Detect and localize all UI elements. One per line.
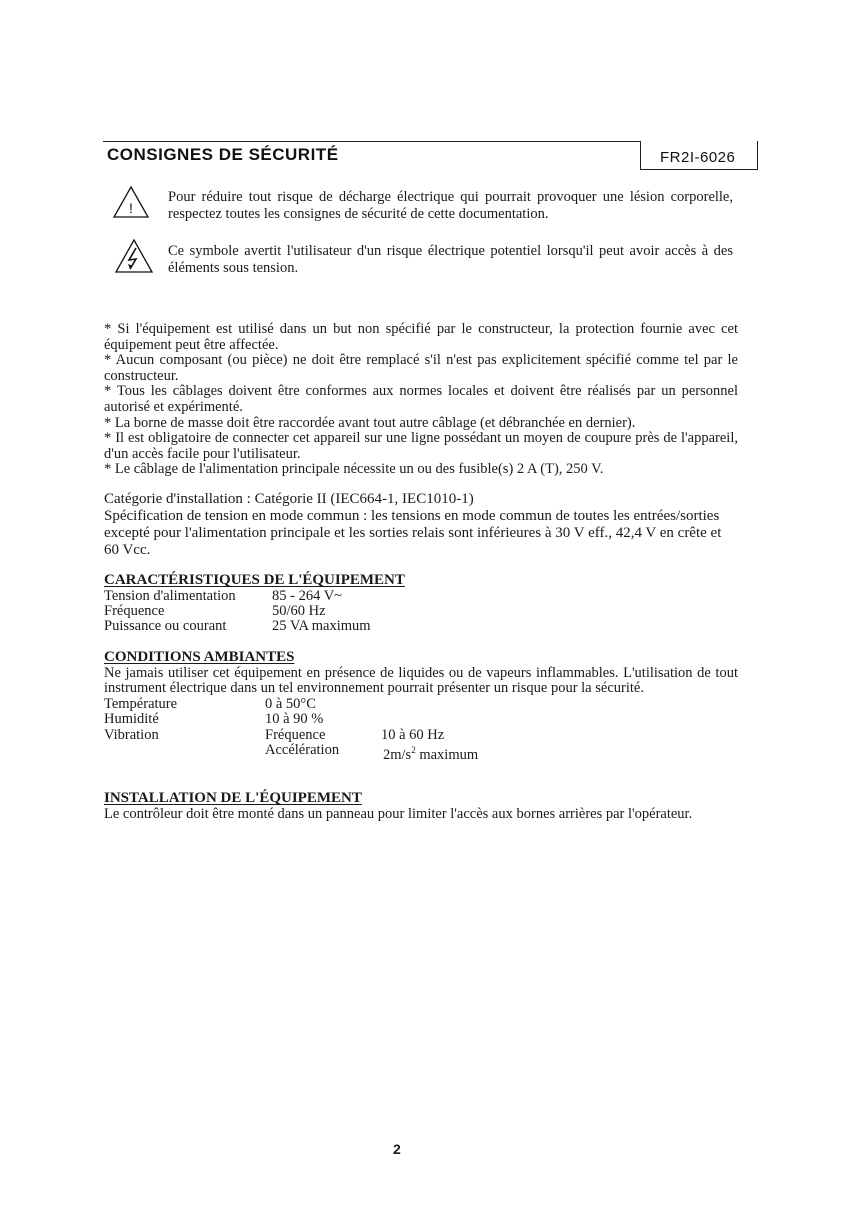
common-mode-spec: Spécification de tension en mode commun : les tensions en mode commun de toutes les entrées/sorties excepté pour l'alimentation principale et les sorties relais sont inférieures à 30 V eff., 42,4 V en crête et 60 Vcc. <box>104 508 722 558</box>
spec-row <box>104 619 738 634</box>
page-title: CONSIGNES DE SÉCURITÉ <box>107 145 339 164</box>
spec-row <box>104 728 738 743</box>
safety-list <box>104 322 738 478</box>
equipment-section <box>104 573 738 635</box>
spec-label: Fréquence <box>104 602 165 619</box>
spec-value: 85 - 264 V~ <box>272 587 343 604</box>
installation-heading: INSTALLATION DE L'ÉQUIPEMENT <box>104 790 362 806</box>
spec-label: Tension d'alimentation <box>104 587 236 604</box>
ambient-heading: CONDITIONS AMBIANTES <box>104 649 295 665</box>
warning-text: Pour réduire tout risque de décharge électrique qui pourrait provoquer une lésion corporelle, respectez toutes les consignes de sécurité de cette documentation. <box>168 189 733 222</box>
spec-label: Humidité <box>104 711 159 728</box>
installation-text: Le contrôleur doit être monté dans un panneau pour limiter l'accès aux bornes arrières par l'opérateur. <box>104 805 693 822</box>
header-rule <box>103 141 641 142</box>
acceleration-value: 2m/s <box>383 746 412 763</box>
spec-value <box>383 743 478 763</box>
warning-triangle-icon <box>112 185 150 219</box>
spec-value: 50/60 Hz <box>272 602 326 619</box>
installation-section <box>104 791 738 822</box>
acceleration-exponent: 2 <box>411 744 416 755</box>
list-item: * Si l'équipement est utilisé dans un but non spécifié par le constructeur, la protection fournie avec cet équipement peut être affectée. <box>104 321 738 353</box>
electric-shock-icon <box>114 238 154 274</box>
spec-value: 10 à 60 Hz <box>381 726 445 743</box>
ambient-section <box>104 649 738 763</box>
spec-label: Vibration <box>104 726 159 743</box>
spec-row <box>104 697 738 712</box>
spec-label: Température <box>104 695 178 712</box>
svg-text:!: ! <box>129 200 133 216</box>
spec-label: Puissance ou courant <box>104 618 227 635</box>
equipment-heading: CARACTÉRISTIQUES DE L'ÉQUIPEMENT <box>104 572 405 588</box>
list-item: * Il est obligatoire de connecter cet appareil sur une ligne possédant un moyen de coupure près de l'appareil, d'un accès facile pour l'utilisateur. <box>104 430 738 462</box>
spec-label: Fréquence <box>265 726 326 743</box>
spec-value: 10 à 90 % <box>265 711 324 728</box>
spec-row <box>104 741 738 763</box>
acceleration-suffix: maximum <box>415 746 479 763</box>
list-item: * La borne de masse doit être raccordée avant tout autre câblage (et débranchée en dernier). <box>104 414 636 431</box>
installation-category <box>104 491 738 559</box>
spec-label: Accélération <box>265 741 340 758</box>
spec-value: 0 à 50°C <box>265 695 316 712</box>
installation-category-line: Catégorie d'installation : Catégorie II (IEC664-1, IEC1010-1) <box>104 491 474 507</box>
list-item: * Aucun composant (ou pièce) ne doit être remplacé s'il n'est pas explicitement spécifié comme tel par le constructeur. <box>104 352 738 384</box>
spec-row <box>104 589 738 604</box>
ambient-text: Ne jamais utiliser cet équipement en présence de liquides ou de vapeurs inflammables. L'utilisation de tout instrument électrique dans un tel environnement pourrait présenter un risque pour la sécurité. <box>104 664 738 697</box>
spec-value: 25 VA maximum <box>272 618 371 635</box>
spec-row <box>104 712 738 727</box>
list-item: * Le câblage de l'alimentation principale nécessite un ou des fusible(s) 2 A (T), 250 V. <box>104 461 604 478</box>
shock-warning-text: Ce symbole avertit l'utilisateur d'un risque électrique potentiel lorsqu'il peut avoir accès à des éléments sous tension. <box>168 243 733 276</box>
list-item: * Tous les câblages doivent être conformes aux normes locales et doivent être réalisés par un personnel autorisé et expérimenté. <box>104 383 738 415</box>
spec-row <box>104 604 738 619</box>
document-code: FR2I-6026 <box>660 149 736 166</box>
page-number: 2 <box>393 1141 401 1157</box>
